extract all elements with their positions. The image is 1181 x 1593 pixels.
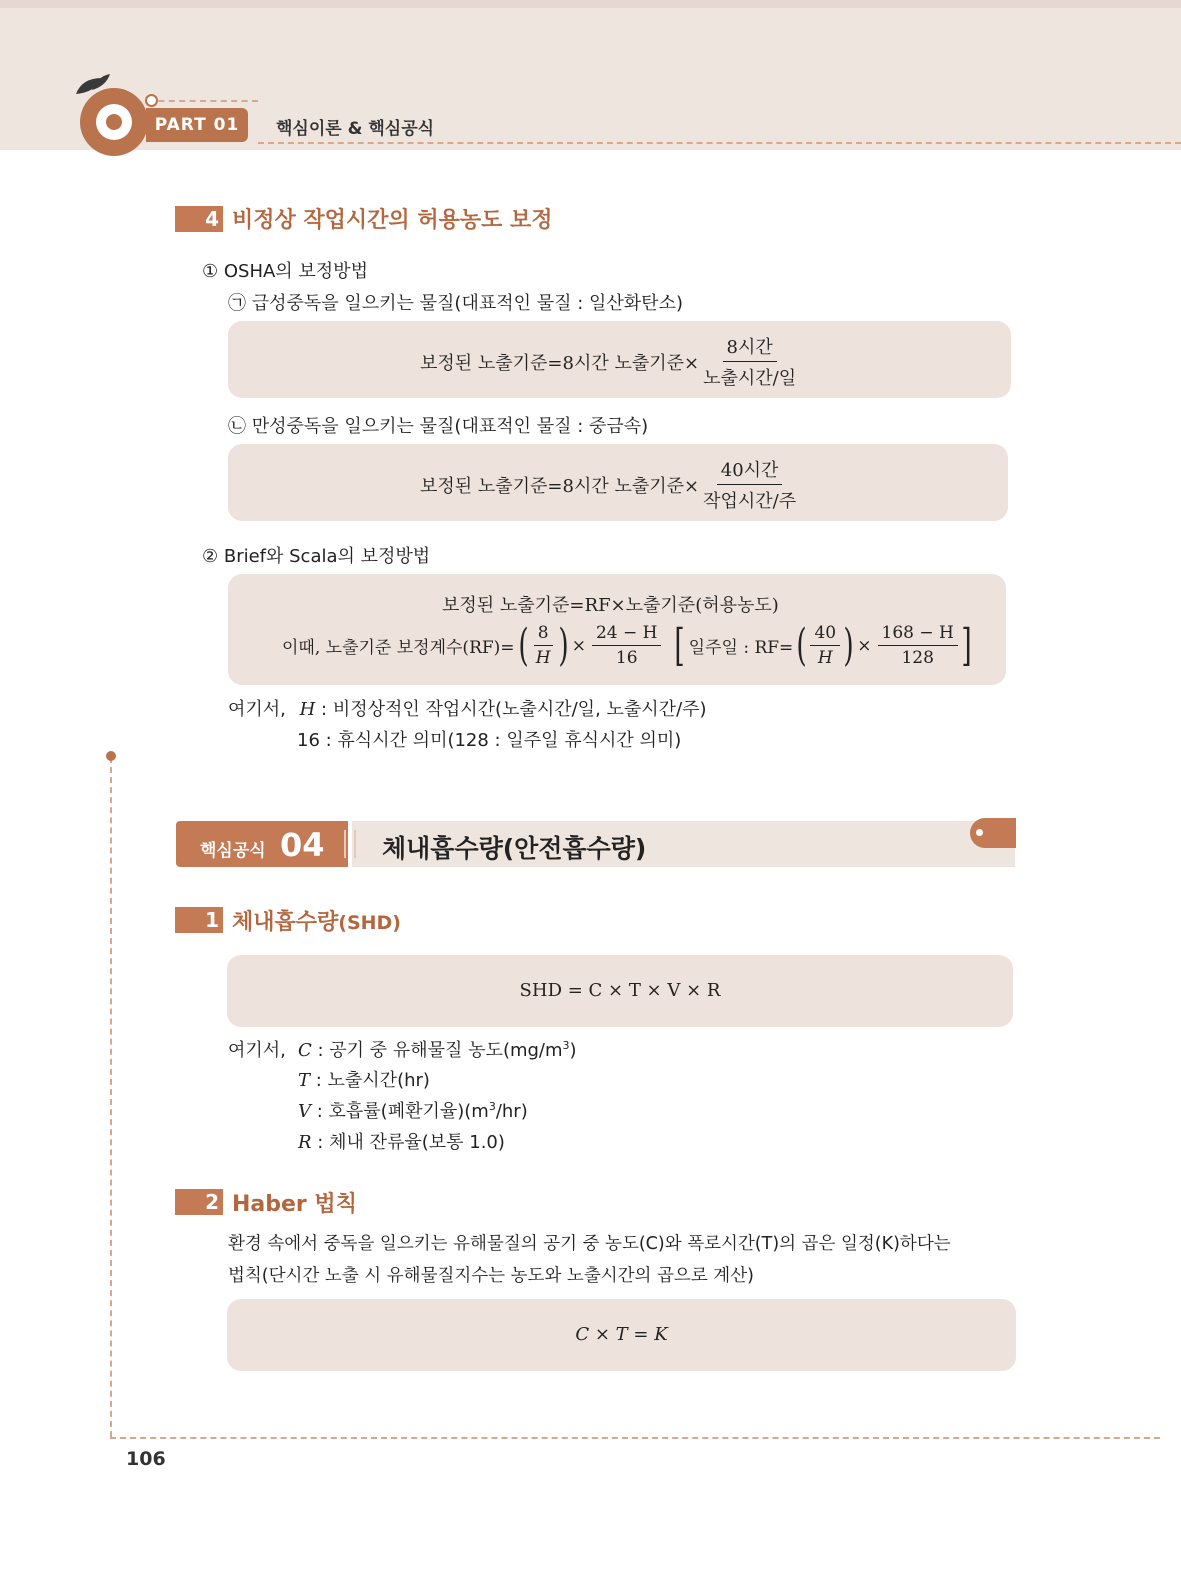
section-number: 4 (175, 206, 223, 232)
key-formula-label: 핵심공식 (200, 841, 266, 861)
shd-var-c: C (298, 1040, 312, 1061)
shd-title-main: 체내흡수량 (232, 910, 339, 935)
formula-shd: SHD = C × T × V × R (519, 980, 721, 1001)
formula-chronic (420, 456, 800, 513)
formula-chronic-den: 작업시간/주 (703, 491, 797, 512)
shd-var-v-tail: /hr) (495, 1101, 528, 1122)
key-formula-number: 04 (280, 826, 325, 864)
page-number: 106 (126, 1448, 166, 1470)
paren-close-1: ) (557, 619, 569, 671)
rf-prefix: 이때, 노출기준 보정계수(RF)= (282, 638, 515, 658)
rf-f1-den: H (535, 648, 551, 668)
paren-open-2: ( (796, 619, 808, 671)
rf-f2-num: 24 − H (592, 623, 662, 646)
shd-var-v-sup: 3 (488, 1100, 496, 1113)
page-frame-left (110, 757, 112, 1437)
haber-text-line2: 법칙(단시간 노출 시 유해물질지수는 농도와 노출시간의 곱으로 계산) (228, 1266, 754, 1286)
leaf-icon (72, 72, 112, 102)
haber-section-number: 2 (175, 1189, 223, 1215)
formula-acute-lhs: 보정된 노출기준=8시간 노출기준× (420, 352, 700, 374)
paren-close-2: ) (843, 619, 854, 671)
shd-var-v-desc: : 호흡률(폐환기율)(m (311, 1101, 489, 1122)
shd-var-row-t (298, 1066, 430, 1092)
rf-f3-den: H (817, 648, 833, 668)
formula-chronic-lhs: 보정된 노출기준=8시간 노출기준× (420, 475, 700, 497)
note-var-h: H (299, 699, 316, 720)
shd-var-row-r (298, 1128, 505, 1154)
header-title: 핵심이론 & 핵심공식 (276, 119, 435, 139)
formula-brief-line2 (282, 619, 975, 671)
formula-chronic-num: 40시간 (717, 456, 783, 485)
shd-section-title (232, 905, 401, 936)
shd-var-row-c (298, 1036, 577, 1062)
key-formula-tag-dot (976, 829, 983, 836)
shd-var-c-desc: : 공기 중 유해물질 농도(mg/m (311, 1040, 563, 1061)
rf-week-label: 일주일 : RF= (688, 638, 794, 658)
shd-var-t: T (298, 1070, 311, 1091)
haber-section-title: Haber 법칙 (232, 1192, 357, 1217)
brief-heading: ② Brief와 Scala의 보정방법 (202, 546, 431, 567)
rf-f1-num: 8 (534, 623, 553, 646)
rf-f4-num: 168 − H (878, 623, 958, 646)
shd-var-c-tail: ) (569, 1040, 577, 1061)
note-brief-line1 (228, 695, 707, 721)
shd-title-suffix: (SHD) (338, 912, 401, 934)
page-frame-bottom (110, 1437, 1160, 1439)
rf-f4-den: 128 (901, 648, 934, 668)
shd-var-v: V (298, 1101, 311, 1122)
shd-var-r: R (298, 1132, 312, 1153)
header-dot-line (148, 100, 258, 102)
leaf-logo-dot (106, 114, 122, 130)
header-divider (258, 142, 1181, 144)
shd-var-c-sup: 3 (562, 1039, 570, 1052)
note-prefix: 여기서, (228, 699, 286, 720)
bracket-close: ] (961, 619, 972, 671)
formula-acute (420, 333, 800, 390)
osha-heading: ① OSHA의 보정방법 (202, 261, 368, 282)
formula-brief-line1: 보정된 노출기준=RF×노출기준(허용농도) (442, 595, 779, 616)
formula-haber: C × T = K (575, 1324, 668, 1345)
section-title: 비정상 작업시간의 허용농도 보정 (232, 208, 553, 233)
shd-note-prefix: 여기서, (228, 1040, 286, 1061)
rf-f2-den: 16 (615, 648, 638, 668)
paren-open-1: ( (517, 619, 529, 671)
rf-times-1: × (571, 635, 586, 656)
page-frame-dot (106, 751, 116, 761)
note-brief-line2: 16 : 휴식시간 의미(128 : 일주일 휴식시간 의미) (297, 730, 682, 751)
chronic-label: ㉡ 만성중독을 일으키는 물질(대표적인 물질 : 중금속) (228, 416, 649, 437)
bracket-open: [ (674, 619, 686, 671)
shd-var-row-v (298, 1097, 528, 1123)
formula-acute-den: 노출시간/일 (703, 368, 797, 389)
rf-f3-num: 40 (810, 623, 840, 646)
rf-times-2: × (857, 635, 872, 656)
shd-var-r-desc: : 체내 잔류율(보통 1.0) (311, 1132, 505, 1153)
part-tab: PART 01 (146, 108, 248, 142)
acute-label: ㉠ 급성중독을 일으키는 물질(대표적인 물질 : 일산화탄소) (228, 293, 683, 314)
haber-text-line1: 환경 속에서 중독을 일으키는 유해물질의 공기 중 농도(C)와 폭로시간(T)의 곱은 일정(K)하다는 (228, 1234, 951, 1254)
shd-var-t-desc: : 노출시간(hr) (310, 1070, 430, 1091)
key-formula-divider (344, 830, 356, 858)
shd-section-number: 1 (175, 907, 223, 933)
key-formula-title: 체내흡수량(안전흡수량) (382, 834, 647, 863)
header-small-dot (145, 94, 158, 107)
formula-acute-num: 8시간 (723, 333, 777, 362)
note-h-desc: : 비정상적인 작업시간(노출시간/일, 노출시간/주) (315, 699, 707, 720)
